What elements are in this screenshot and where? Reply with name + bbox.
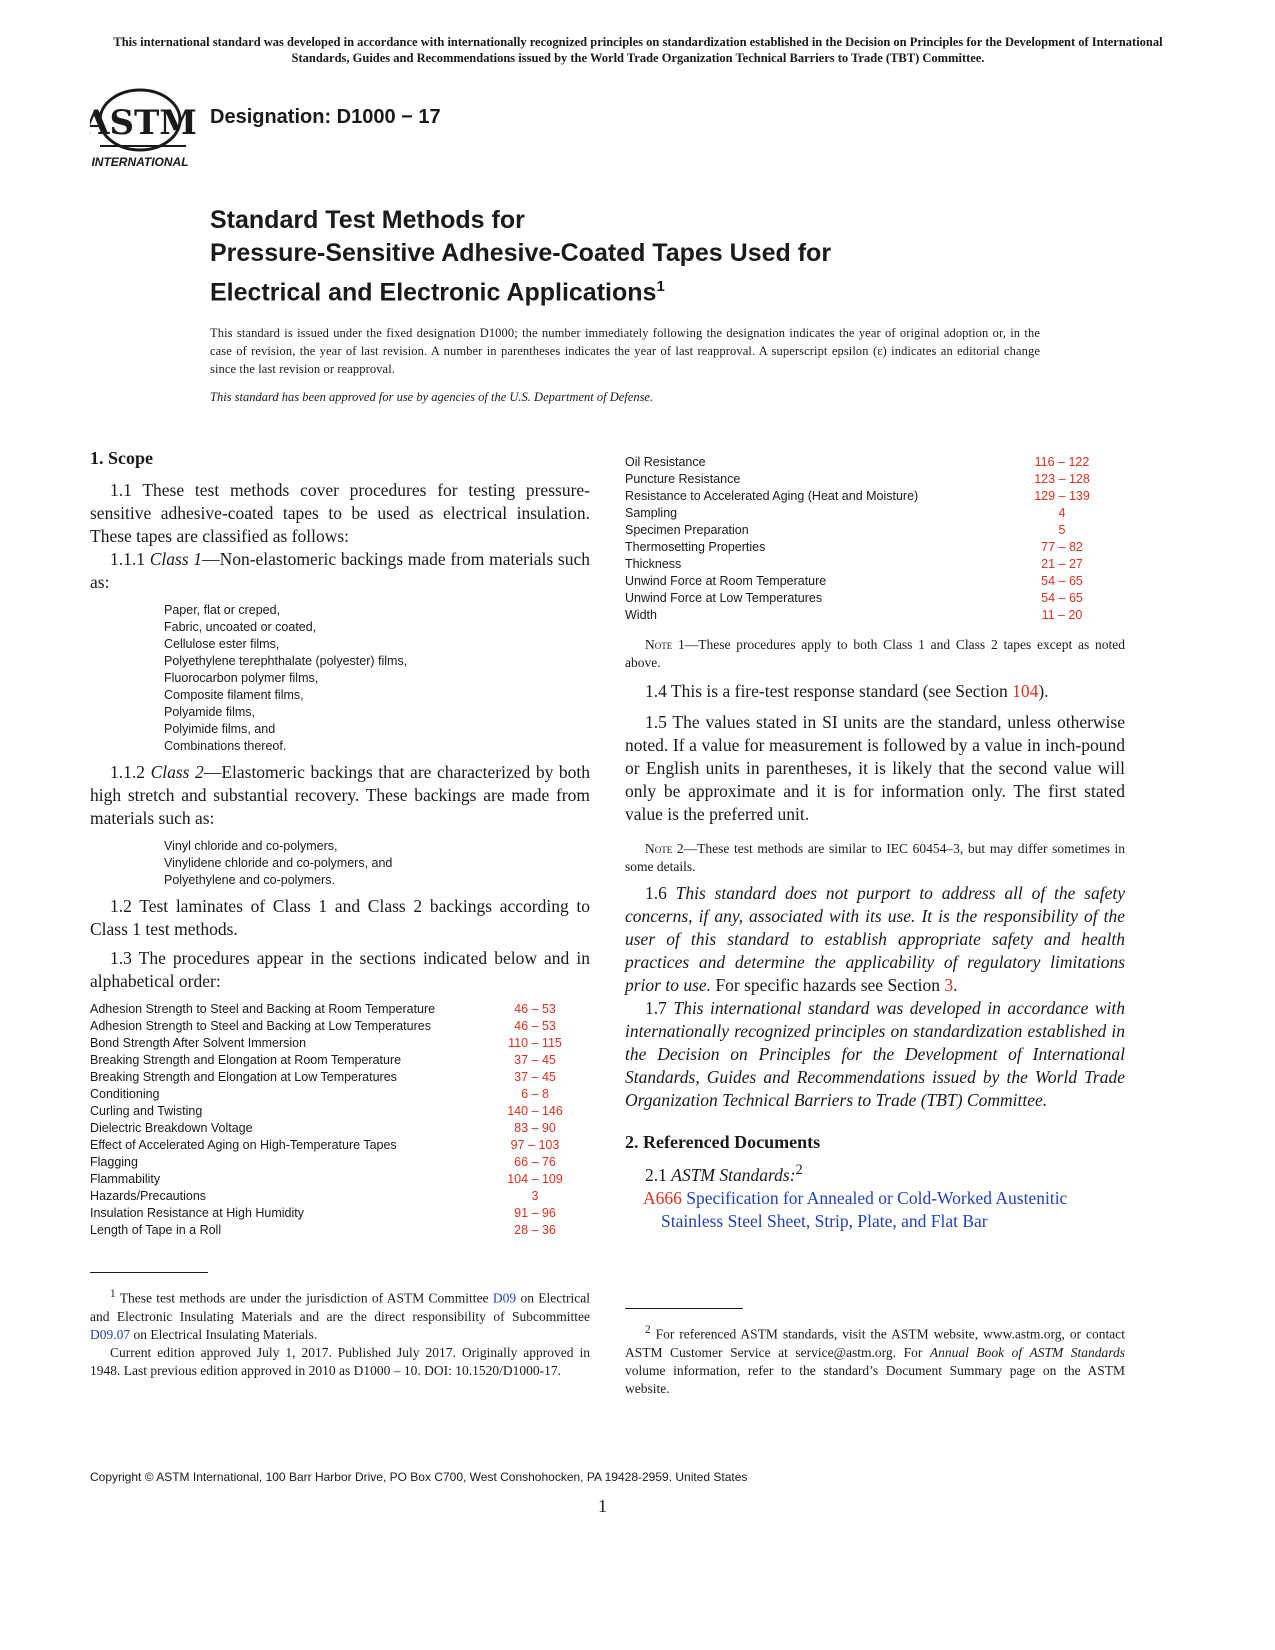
index-section-link[interactable]: 11 – 20	[1041, 608, 1083, 622]
paragraph-1-4: 1.4 This is a fire-test response standard (see Section 104).	[645, 681, 1049, 701]
index-section-link[interactable]: 77 – 82	[1041, 540, 1083, 554]
index-section-link[interactable]: 28 – 36	[514, 1223, 556, 1237]
index-section-link[interactable]: 116 – 122	[1034, 455, 1090, 469]
index-row	[90, 1222, 580, 1239]
list-item: Paper, flat or creped,	[164, 603, 281, 617]
scope-heading: 1. Scope	[90, 448, 153, 468]
index-row	[90, 1205, 580, 1222]
index-row	[90, 1103, 580, 1120]
section-index-left	[90, 1001, 580, 1239]
index-topic: Thermosetting Properties	[625, 540, 766, 554]
index-section-link[interactable]: 4	[1058, 506, 1066, 520]
subcommittee-d09-07-link[interactable]: D09.07	[90, 1326, 131, 1342]
index-row	[625, 607, 1107, 624]
committee-d09-link[interactable]: D09	[492, 1290, 517, 1306]
list-item: Composite filament films,	[164, 688, 304, 702]
note-2: Note 2—These test methods are similar to IEC 60454–3, but may differ sometimes in some details.	[625, 841, 1125, 874]
index-topic: Thickness	[625, 557, 682, 571]
footnote-1: $^1$ These test methods are under the jurisdiction of ASTM Committee D09 on Electrical and Electronic Insulating Materials and are the direct responsibility of Subcommittee D09.07 on Electrical Insulating Materials.	[90, 1288, 590, 1342]
left-column	[90, 448, 590, 1239]
index-row	[625, 522, 1107, 539]
index-topic: Adhesion Strength to Steel and Backing at Room Temperature	[90, 1002, 436, 1016]
index-row	[90, 1052, 580, 1069]
class2-materials-list	[164, 838, 590, 889]
index-topic: Unwind Force at Room Temperature	[625, 574, 827, 588]
index-section-link[interactable]: 129 – 139	[1034, 489, 1090, 503]
right-column	[625, 454, 1125, 1233]
index-row	[625, 471, 1107, 488]
index-topic: Length of Tape in a Roll	[90, 1223, 222, 1237]
index-row	[90, 1188, 580, 1205]
edition-history: Current edition approved July 1, 2017. Published July 2017. Originally approved in 1948. Last previous edition approved in 2010 as D1000 – 10. DOI: 10.1520/D1000-17.	[90, 1344, 590, 1378]
list-item: Cellulose ester films,	[164, 637, 280, 651]
index-topic: Flammability	[90, 1172, 161, 1186]
index-topic: Conditioning	[90, 1087, 160, 1101]
index-row	[625, 539, 1107, 556]
index-row	[625, 454, 1107, 471]
index-section-link[interactable]: 37 – 45	[514, 1070, 556, 1084]
index-row	[625, 505, 1107, 522]
index-row	[90, 1069, 580, 1086]
index-section-link[interactable]: 6 – 8	[521, 1087, 549, 1101]
index-row	[625, 573, 1107, 590]
paragraph-1-2: 1.2 Test laminates of Class 1 and Class 2 backings according to Class 1 test methods.	[90, 896, 590, 939]
index-topic: Adhesion Strength to Steel and Backing at Low Temperatures	[90, 1019, 431, 1033]
paragraph-1-5: 1.5 The values stated in SI units are the standard, unless otherwise noted. If a value for measurement is followed by a value in inch-pound or English units in parentheses, it is likely that the second value will only be approximate and it is for information only. The first stated value is the preferred unit.	[625, 712, 1125, 824]
footnote-block-left	[90, 1272, 590, 1380]
section-index-right	[625, 454, 1107, 624]
list-item: Vinylidene chloride and co-polymers, and	[164, 856, 393, 870]
index-row	[90, 1018, 580, 1035]
index-section-link[interactable]: 97 – 103	[510, 1138, 560, 1152]
footnote-2: $^2$ For referenced ASTM standards, visit the ASTM website, www.astm.org, or contact ASTM Customer Service at service@astm.org. For Annual Book of ASTM Standards volume information, refer to the standard’s Document Summary page on the ASTM website.	[625, 1324, 1126, 1396]
title-footnote-mark[interactable]: 1	[656, 278, 665, 295]
index-section-link[interactable]: 5	[1058, 523, 1066, 537]
footnote-block-right	[625, 1308, 1125, 1398]
a666-code-link[interactable]: A666	[643, 1187, 682, 1208]
paragraph-1-1-1: 1.1.1 Class 1—Non-elastomeric backings made from materials such as:	[90, 549, 591, 592]
index-topic: Oil Resistance	[625, 455, 706, 469]
paragraph-1-3: 1.3 The procedures appear in the sections indicated below and in alphabetical order:	[90, 948, 590, 991]
index-section-link[interactable]: 104 – 109	[507, 1172, 563, 1186]
paragraph-2-1: 2.1 ASTM Standards:$^2$	[645, 1162, 803, 1185]
index-row	[90, 1086, 580, 1103]
index-section-link[interactable]: 66 – 76	[514, 1155, 556, 1169]
index-section-link[interactable]: 3	[531, 1189, 539, 1203]
index-topic: Puncture Resistance	[625, 472, 741, 486]
dod-approval-note: This standard has been approved for use by agencies of the U.S. Department of Defense.	[210, 390, 654, 404]
index-section-link[interactable]: 21 – 27	[1041, 557, 1083, 571]
section-3-link[interactable]: 3	[944, 975, 954, 995]
index-topic: Effect of Accelerated Aging on High-Temperature Tapes	[90, 1138, 397, 1152]
index-section-link[interactable]: 37 – 45	[514, 1053, 556, 1067]
index-section-link[interactable]: 110 – 115	[508, 1036, 562, 1050]
list-item: Vinyl chloride and co-polymers,	[164, 839, 338, 853]
index-topic: Width	[625, 608, 657, 622]
svg-text:INTERNATIONAL: INTERNATIONAL	[91, 155, 189, 169]
footnote-divider	[90, 1272, 208, 1273]
index-row	[625, 488, 1107, 505]
index-row	[90, 1137, 580, 1154]
index-row	[90, 1120, 580, 1137]
index-section-link[interactable]: 91 – 96	[514, 1206, 556, 1220]
index-row	[90, 1171, 580, 1188]
section-104-link[interactable]: 104	[1012, 681, 1039, 701]
index-row	[625, 590, 1107, 607]
list-item: Fabric, uncoated or coated,	[164, 620, 317, 634]
index-row	[90, 1154, 580, 1171]
index-section-link[interactable]: 46 – 53	[514, 1019, 556, 1033]
index-topic: Sampling	[625, 506, 678, 520]
index-row	[90, 1035, 580, 1052]
index-topic: Bond Strength After Solvent Immersion	[90, 1036, 307, 1050]
index-section-link[interactable]: 54 – 65	[1041, 591, 1083, 605]
index-section-link[interactable]: 54 – 65	[1041, 574, 1083, 588]
a666-reference[interactable]	[625, 1187, 1125, 1233]
list-item: Polyethylene terephthalate (polyester) films,	[164, 654, 408, 668]
page-title	[210, 204, 1030, 309]
index-topic: Specimen Preparation	[625, 523, 749, 537]
title-line-3: Electrical and Electronic Applications$^1$	[210, 278, 665, 307]
svg-text:ASTM: ASTM	[90, 103, 197, 143]
list-item: Polyimide films, and	[164, 722, 276, 736]
index-topic: Insulation Resistance at High Humidity	[90, 1206, 304, 1220]
paragraph-1-1: 1.1 These test methods cover procedures for testing pressure-sensitive adhesive-coated tapes to be used as electrical insulation. These tapes are classified as follows:	[90, 480, 590, 546]
index-topic: Flagging	[90, 1155, 138, 1169]
index-topic: Resistance to Accelerated Aging (Heat and Moisture)	[625, 489, 919, 503]
list-item: Polyamide films,	[164, 705, 255, 719]
index-topic: Dielectric Breakdown Voltage	[90, 1121, 253, 1135]
index-topic: Breaking Strength and Elongation at Room Temperature	[90, 1053, 402, 1067]
designation: Designation: D1000 − 17	[210, 106, 441, 128]
index-topic: Curling and Twisting	[90, 1104, 203, 1118]
paragraph-1-6: 1.6 This standard does not purport to address all of the safety concerns, if any, associated with its use. It is the responsibility of the user of this standard to establish appropriate safety and health practices and determine the applicability of regulatory limitations prior to use. For specific hazards see Section 3.	[625, 883, 1125, 995]
index-row	[625, 556, 1107, 573]
astm-logo-icon	[90, 84, 198, 172]
header-notice: This international standard was developed in accordance with internationally recognized principles on standardization established in the Decision on Principles for the Development of International Standards, Guides and Recommendations issued by the World Trade Organization Technical Barriers to Trade (TBT) Committee.	[113, 35, 1163, 65]
title-line-2: Pressure-Sensitive Adhesive-Coated Tapes Used for	[210, 239, 832, 267]
index-row	[90, 1001, 580, 1018]
index-section-link[interactable]: 83 – 90	[514, 1121, 556, 1135]
paragraph-1-7: 1.7 This international standard was developed in accordance with internationally recognized principles on standardization established in the Decision on Principles for the Development of International Standards, Guides and Recommendations issued by the World Trade Organization Technical Barriers to Trade (TBT) Committee.	[625, 998, 1126, 1110]
a666-title-link[interactable]: Specification for Annealed or Cold-Worked Austenitic Stainless Steel Sheet, Strip, Plate, and Flat Bar	[661, 1187, 1068, 1231]
index-topic: Breaking Strength and Elongation at Low Temperatures	[90, 1070, 397, 1084]
index-topic: Hazards/Precautions	[90, 1189, 207, 1203]
list-item: Fluorocarbon polymer films,	[164, 671, 319, 685]
paragraph-1-1-2: 1.1.2 Class 2—Elastomeric backings that are characterized by both high stretch and substantial recovery. These backings are made from materials such as:	[90, 762, 590, 828]
list-item: Polyethylene and co-polymers.	[164, 873, 335, 887]
index-section-link[interactable]: 123 – 128	[1034, 472, 1090, 486]
page-number: 1	[598, 1496, 607, 1516]
class1-materials-list	[164, 602, 590, 755]
note-1: Note 1—These procedures apply to both Class 1 and Class 2 tapes except as noted above.	[625, 637, 1126, 670]
index-section-link[interactable]: 46 – 53	[514, 1002, 556, 1016]
referenced-documents-heading: 2. Referenced Documents	[625, 1132, 821, 1152]
list-item: Combinations thereof.	[164, 739, 287, 753]
footnote-divider	[625, 1308, 743, 1309]
index-topic: Unwind Force at Low Temperatures	[625, 591, 823, 605]
copyright-notice: Copyright © ASTM International, 100 Barr Harbor Drive, PO Box C700, West Conshohocken, PA 19428-2959. United States	[90, 1470, 748, 1484]
index-section-link[interactable]: 140 – 146	[507, 1104, 563, 1118]
issuance-statement: This standard is issued under the fixed designation D1000; the number immediately following the designation indicates the year of original adoption or, in the case of revision, the year of last revision. A number in parentheses indicates the year of last reapproval. A superscript epsilon (ε) indicates an editorial change since the last revision or reapproval.	[210, 326, 1040, 376]
title-line-1: Standard Test Methods for	[210, 206, 525, 234]
